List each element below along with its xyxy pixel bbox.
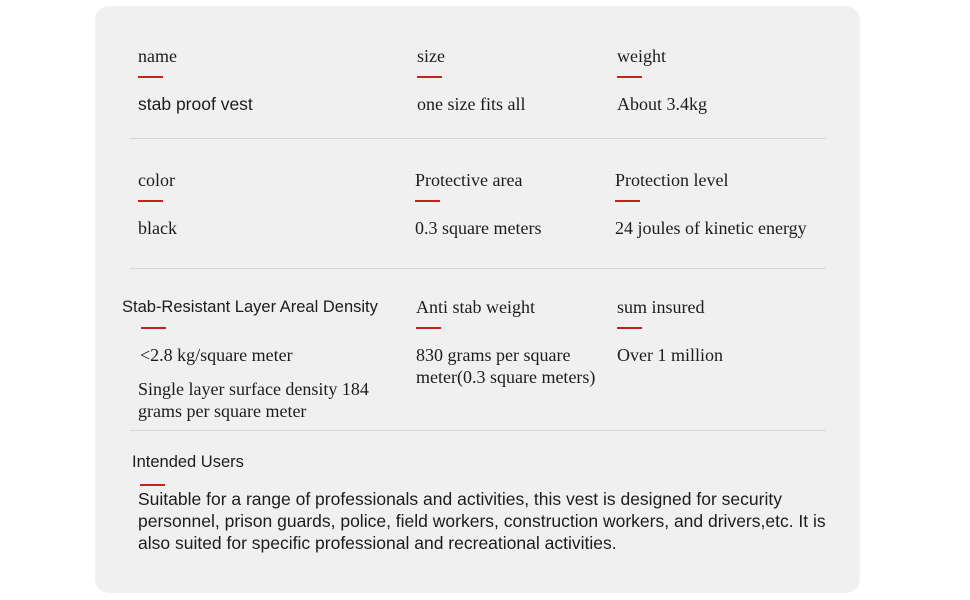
field-value: About 3.4kg [617, 94, 707, 114]
field-size [417, 45, 607, 115]
field-protection-level [615, 169, 815, 239]
row-divider [130, 430, 826, 431]
accent-bar [417, 76, 442, 78]
field-label: Anti stab weight [416, 297, 535, 317]
field-label: Stab-Resistant Layer Areal Density [122, 298, 378, 316]
field-value-secondary: Single layer surface density 184 grams per square meter [138, 379, 369, 421]
field-label: name [138, 46, 177, 66]
accent-bar [138, 76, 163, 78]
field-label: size [417, 46, 445, 66]
field-weight [617, 45, 817, 115]
field-label: Protection level [615, 170, 729, 190]
field-value: one size fits all [417, 94, 526, 114]
row-divider [130, 138, 826, 139]
field-value: <2.8 kg/square meter [140, 345, 293, 365]
row-divider [130, 268, 826, 269]
field-sum-insured [617, 296, 817, 366]
field-label: Intended Users [132, 453, 244, 471]
field-value: 830 grams per square meter(0.3 square meters) [416, 345, 596, 387]
accent-bar [617, 76, 642, 78]
accent-bar [140, 484, 165, 486]
field-areal-density [122, 296, 407, 422]
field-value: black [138, 218, 177, 238]
field-name [138, 45, 388, 115]
intended-users-heading [132, 451, 432, 486]
field-label: color [138, 170, 175, 190]
intended-users-description: Suitable for a range of professionals and activities, this vest is designed for security personnel, prison guards, police, field workers, construction workers, and drivers,etc. It is also suited for specific professional and recreational activities. [138, 489, 826, 553]
accent-bar [138, 200, 163, 202]
field-label: weight [617, 46, 666, 66]
accent-bar [416, 327, 441, 329]
accent-bar [615, 200, 640, 202]
field-protective-area [415, 169, 610, 239]
accent-bar [617, 327, 642, 329]
field-label: sum insured [617, 297, 705, 317]
field-anti-stab-weight [416, 296, 601, 388]
field-value: Over 1 million [617, 345, 723, 365]
field-color [138, 169, 388, 239]
accent-bar [415, 200, 440, 202]
field-label: Protective area [415, 170, 523, 190]
field-value: stab proof vest [138, 94, 253, 114]
field-value: 0.3 square meters [415, 218, 542, 238]
field-value: 24 joules of kinetic energy [615, 218, 807, 238]
accent-bar [141, 327, 166, 329]
